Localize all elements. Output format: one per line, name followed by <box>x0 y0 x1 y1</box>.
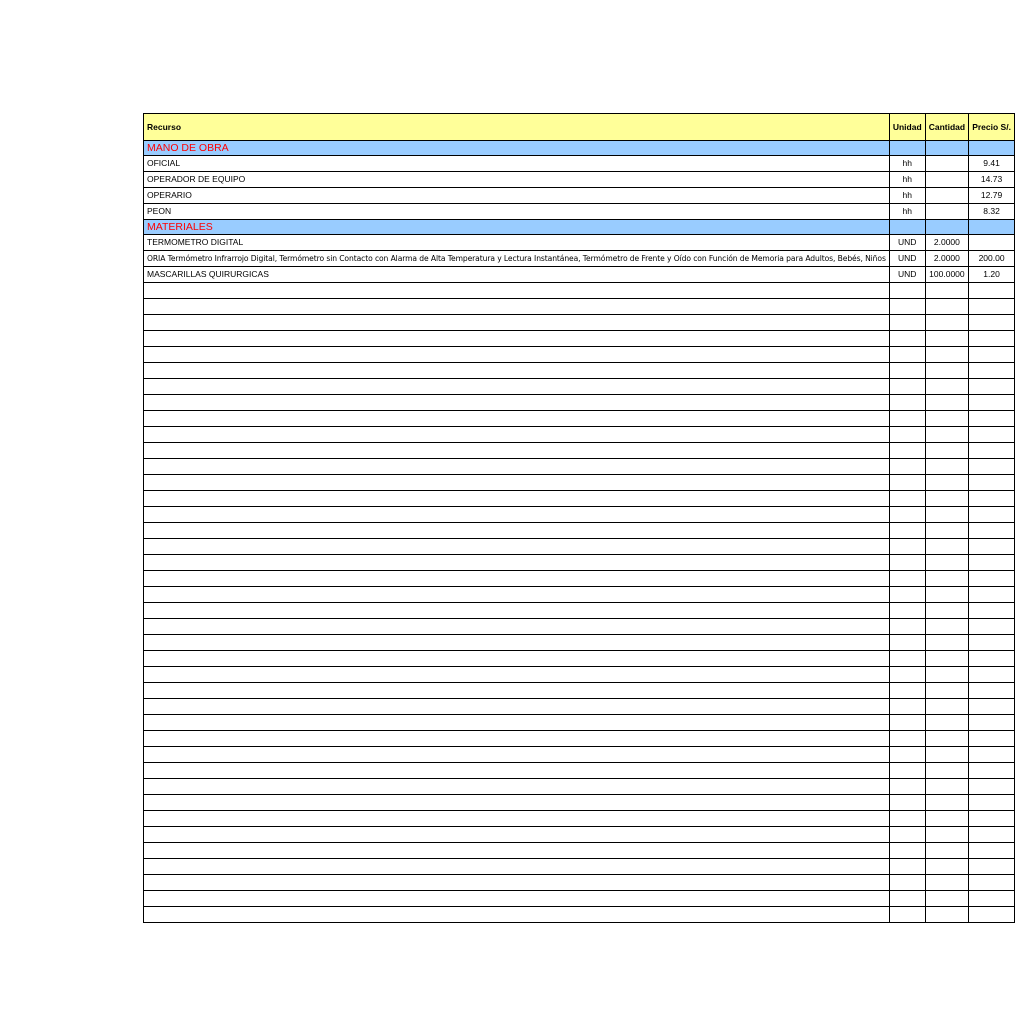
cell-precio[interactable] <box>969 523 1015 539</box>
cell-unidad[interactable] <box>889 875 925 891</box>
cell-precio[interactable] <box>969 571 1015 587</box>
empty-row <box>144 795 1015 811</box>
cell-cantidad[interactable] <box>925 299 968 315</box>
cell-precio[interactable] <box>969 795 1015 811</box>
cell-cantidad[interactable] <box>925 651 968 667</box>
cell-cantidad[interactable] <box>925 875 968 891</box>
cell-unidad[interactable] <box>889 619 925 635</box>
section-empty-cell[interactable] <box>925 220 968 235</box>
cell-cantidad[interactable] <box>925 395 968 411</box>
cell-unidad[interactable] <box>889 331 925 347</box>
cell-precio[interactable] <box>969 907 1015 923</box>
cell-precio[interactable] <box>969 875 1015 891</box>
cell-unidad[interactable] <box>889 667 925 683</box>
cell-cantidad[interactable] <box>925 331 968 347</box>
cell-precio[interactable]: 12.79 <box>969 188 1015 204</box>
cell-cantidad[interactable] <box>925 587 968 603</box>
cell-recurso[interactable] <box>144 315 890 331</box>
cell-precio[interactable] <box>969 427 1015 443</box>
cell-unidad[interactable] <box>889 699 925 715</box>
cell-recurso[interactable] <box>144 411 890 427</box>
cell-cantidad[interactable] <box>925 475 968 491</box>
cell-cantidad[interactable] <box>925 715 968 731</box>
cell-unidad[interactable] <box>889 427 925 443</box>
cell-precio[interactable] <box>969 859 1015 875</box>
empty-row <box>144 347 1015 363</box>
cell-recurso[interactable] <box>144 571 890 587</box>
cell-recurso[interactable] <box>144 907 890 923</box>
cell-recurso[interactable] <box>144 603 890 619</box>
table-row <box>144 204 1015 220</box>
empty-row <box>144 331 1015 347</box>
cell-cantidad[interactable] <box>925 571 968 587</box>
cell-recurso[interactable]: ORIA Termómetro Infrarrojo Digital, Termómetro sin Contacto con Alarma de Alta Temperatura y Lectura Instantánea, Termómetro de Frente y Oído con Función de Memoria para Adultos, Bebés, Niños <box>144 251 890 267</box>
cell-unidad[interactable] <box>889 635 925 651</box>
cell-precio[interactable] <box>969 811 1015 827</box>
empty-row <box>144 587 1015 603</box>
empty-row <box>144 459 1015 475</box>
cell-precio[interactable] <box>969 379 1015 395</box>
cell-precio[interactable]: 9.41 <box>969 156 1015 172</box>
cell-cantidad[interactable] <box>925 459 968 475</box>
cell-unidad[interactable] <box>889 347 925 363</box>
cell-precio[interactable] <box>969 635 1015 651</box>
cell-cantidad[interactable]: 100.0000 <box>925 267 968 283</box>
cell-recurso[interactable] <box>144 891 890 907</box>
cell-unidad[interactable] <box>889 731 925 747</box>
spreadsheet-sheet <box>143 113 1015 923</box>
cell-recurso[interactable] <box>144 363 890 379</box>
empty-row <box>144 427 1015 443</box>
cell-unidad[interactable] <box>889 907 925 923</box>
cell-cantidad[interactable] <box>925 156 968 172</box>
cell-precio[interactable] <box>969 715 1015 731</box>
cell-unidad[interactable] <box>889 299 925 315</box>
cell-precio[interactable] <box>969 539 1015 555</box>
cell-cantidad[interactable] <box>925 379 968 395</box>
cell-cantidad[interactable] <box>925 507 968 523</box>
cell-unidad[interactable] <box>889 507 925 523</box>
empty-row <box>144 315 1015 331</box>
cell-unidad[interactable] <box>889 827 925 843</box>
cell-cantidad[interactable] <box>925 315 968 331</box>
section-empty-cell[interactable] <box>889 220 925 235</box>
cell-recurso[interactable] <box>144 523 890 539</box>
empty-row <box>144 571 1015 587</box>
empty-row <box>144 475 1015 491</box>
table-body <box>144 141 1015 923</box>
empty-row <box>144 651 1015 667</box>
cell-recurso[interactable] <box>144 331 890 347</box>
cell-cantidad[interactable] <box>925 172 968 188</box>
empty-row <box>144 395 1015 411</box>
table-row <box>144 251 1015 267</box>
empty-row <box>144 731 1015 747</box>
cell-cantidad[interactable] <box>925 779 968 795</box>
cell-precio[interactable] <box>969 651 1015 667</box>
empty-row <box>144 747 1015 763</box>
cell-unidad[interactable]: hh <box>889 188 925 204</box>
empty-row <box>144 667 1015 683</box>
cell-cantidad[interactable] <box>925 411 968 427</box>
cell-unidad[interactable] <box>889 379 925 395</box>
cell-recurso[interactable] <box>144 635 890 651</box>
cell-recurso[interactable] <box>144 395 890 411</box>
cell-cantidad[interactable] <box>925 443 968 459</box>
table-row <box>144 235 1015 251</box>
empty-row <box>144 683 1015 699</box>
cell-precio[interactable] <box>969 587 1015 603</box>
cell-precio[interactable] <box>969 395 1015 411</box>
empty-row <box>144 619 1015 635</box>
cell-unidad[interactable] <box>889 715 925 731</box>
cell-cantidad[interactable] <box>925 555 968 571</box>
cell-unidad[interactable] <box>889 811 925 827</box>
empty-row <box>144 811 1015 827</box>
cell-unidad[interactable] <box>889 555 925 571</box>
cell-precio[interactable] <box>969 363 1015 379</box>
empty-row <box>144 907 1015 923</box>
cell-unidad[interactable]: hh <box>889 204 925 220</box>
cell-cantidad[interactable]: 2.0000 <box>925 235 968 251</box>
empty-row <box>144 779 1015 795</box>
cell-recurso[interactable]: MASCARILLAS QUIRURGICAS <box>144 267 890 283</box>
cell-unidad[interactable]: hh <box>889 156 925 172</box>
cell-unidad[interactable] <box>889 363 925 379</box>
cell-recurso[interactable] <box>144 459 890 475</box>
cell-recurso[interactable] <box>144 875 890 891</box>
empty-row <box>144 875 1015 891</box>
cell-cantidad[interactable] <box>925 283 968 299</box>
cell-unidad[interactable] <box>889 651 925 667</box>
cell-recurso[interactable] <box>144 347 890 363</box>
cell-unidad[interactable] <box>889 843 925 859</box>
cell-unidad[interactable]: UND <box>889 267 925 283</box>
cell-recurso[interactable] <box>144 427 890 443</box>
cell-unidad[interactable] <box>889 475 925 491</box>
cell-unidad[interactable] <box>889 411 925 427</box>
cell-precio[interactable] <box>969 779 1015 795</box>
cell-precio[interactable] <box>969 491 1015 507</box>
empty-row <box>144 859 1015 875</box>
cell-unidad[interactable] <box>889 571 925 587</box>
cell-recurso[interactable] <box>144 747 890 763</box>
cell-unidad[interactable] <box>889 795 925 811</box>
cell-unidad[interactable] <box>889 491 925 507</box>
cell-cantidad[interactable] <box>925 667 968 683</box>
resource-table <box>143 113 1015 923</box>
header-cantidad[interactable]: Cantidad <box>925 114 968 141</box>
cell-precio[interactable] <box>969 555 1015 571</box>
empty-row <box>144 363 1015 379</box>
cell-cantidad[interactable] <box>925 619 968 635</box>
section-empty-cell[interactable] <box>969 141 1015 156</box>
cell-unidad[interactable] <box>889 523 925 539</box>
cell-precio[interactable] <box>969 747 1015 763</box>
cell-cantidad[interactable] <box>925 811 968 827</box>
cell-cantidad[interactable] <box>925 795 968 811</box>
cell-unidad[interactable] <box>889 779 925 795</box>
cell-precio[interactable] <box>969 667 1015 683</box>
cell-unidad[interactable] <box>889 539 925 555</box>
cell-unidad[interactable] <box>889 283 925 299</box>
cell-unidad[interactable]: UND <box>889 251 925 267</box>
cell-recurso[interactable] <box>144 379 890 395</box>
cell-cantidad[interactable] <box>925 363 968 379</box>
cell-recurso[interactable] <box>144 491 890 507</box>
table-row <box>144 172 1015 188</box>
cell-recurso[interactable] <box>144 299 890 315</box>
cell-recurso[interactable]: PEON <box>144 204 890 220</box>
header-unidad[interactable]: Unidad <box>889 114 925 141</box>
cell-recurso[interactable] <box>144 475 890 491</box>
cell-recurso[interactable] <box>144 507 890 523</box>
section-title[interactable]: MANO DE OBRA <box>144 141 890 156</box>
cell-recurso[interactable] <box>144 763 890 779</box>
empty-row <box>144 507 1015 523</box>
cell-cantidad[interactable] <box>925 347 968 363</box>
empty-row <box>144 635 1015 651</box>
cell-cantidad[interactable] <box>925 843 968 859</box>
cell-recurso[interactable] <box>144 843 890 859</box>
empty-row <box>144 411 1015 427</box>
cell-cantidad[interactable] <box>925 188 968 204</box>
cell-recurso[interactable] <box>144 811 890 827</box>
table-row <box>144 188 1015 204</box>
header-row <box>144 114 1015 141</box>
cell-unidad[interactable] <box>889 315 925 331</box>
cell-cantidad[interactable] <box>925 603 968 619</box>
cell-recurso[interactable] <box>144 619 890 635</box>
cell-recurso[interactable] <box>144 587 890 603</box>
cell-recurso[interactable] <box>144 859 890 875</box>
cell-cantidad[interactable] <box>925 907 968 923</box>
cell-recurso[interactable]: OFICIAL <box>144 156 890 172</box>
empty-row <box>144 555 1015 571</box>
cell-recurso[interactable]: OPERADOR DE EQUIPO <box>144 172 890 188</box>
cell-precio[interactable]: 8.32 <box>969 204 1015 220</box>
cell-unidad[interactable] <box>889 859 925 875</box>
cell-precio[interactable] <box>969 331 1015 347</box>
cell-cantidad[interactable] <box>925 891 968 907</box>
empty-row <box>144 699 1015 715</box>
cell-precio[interactable] <box>969 891 1015 907</box>
cell-recurso[interactable] <box>144 731 890 747</box>
cell-recurso[interactable] <box>144 827 890 843</box>
empty-row <box>144 283 1015 299</box>
cell-precio[interactable]: 1.20 <box>969 267 1015 283</box>
cell-recurso[interactable] <box>144 539 890 555</box>
cell-unidad[interactable] <box>889 891 925 907</box>
cell-cantidad[interactable] <box>925 204 968 220</box>
cell-precio[interactable]: 14.73 <box>969 172 1015 188</box>
cell-precio[interactable] <box>969 443 1015 459</box>
cell-recurso[interactable] <box>144 683 890 699</box>
cell-cantidad[interactable] <box>925 747 968 763</box>
cell-cantidad[interactable] <box>925 827 968 843</box>
table-row <box>144 267 1015 283</box>
cell-precio[interactable] <box>969 315 1015 331</box>
section-row <box>144 141 1015 156</box>
section-empty-cell[interactable] <box>889 141 925 156</box>
cell-cantidad[interactable]: 2.0000 <box>925 251 968 267</box>
cell-precio[interactable] <box>969 507 1015 523</box>
cell-precio[interactable] <box>969 347 1015 363</box>
cell-precio[interactable] <box>969 731 1015 747</box>
empty-row <box>144 715 1015 731</box>
cell-cantidad[interactable] <box>925 683 968 699</box>
cell-recurso[interactable] <box>144 699 890 715</box>
cell-precio[interactable] <box>969 827 1015 843</box>
empty-row <box>144 299 1015 315</box>
section-title[interactable]: MATERIALES <box>144 220 890 235</box>
cell-precio[interactable] <box>969 683 1015 699</box>
section-empty-cell[interactable] <box>969 220 1015 235</box>
empty-row <box>144 379 1015 395</box>
cell-precio[interactable] <box>969 763 1015 779</box>
header-recurso[interactable]: Recurso <box>144 114 890 141</box>
cell-recurso[interactable] <box>144 779 890 795</box>
cell-recurso[interactable] <box>144 555 890 571</box>
table-row <box>144 156 1015 172</box>
cell-recurso[interactable] <box>144 795 890 811</box>
cell-precio[interactable] <box>969 699 1015 715</box>
cell-precio[interactable] <box>969 283 1015 299</box>
cell-precio[interactable] <box>969 619 1015 635</box>
cell-unidad[interactable] <box>889 459 925 475</box>
empty-row <box>144 827 1015 843</box>
cell-precio[interactable] <box>969 459 1015 475</box>
cell-precio[interactable] <box>969 235 1015 251</box>
cell-cantidad[interactable] <box>925 427 968 443</box>
cell-recurso[interactable] <box>144 715 890 731</box>
cell-cantidad[interactable] <box>925 539 968 555</box>
cell-cantidad[interactable] <box>925 635 968 651</box>
cell-precio[interactable] <box>969 299 1015 315</box>
empty-row <box>144 443 1015 459</box>
cell-precio[interactable] <box>969 603 1015 619</box>
cell-unidad[interactable]: UND <box>889 235 925 251</box>
cell-cantidad[interactable] <box>925 859 968 875</box>
cell-unidad[interactable] <box>889 443 925 459</box>
cell-unidad[interactable] <box>889 395 925 411</box>
cell-unidad[interactable] <box>889 587 925 603</box>
section-row <box>144 220 1015 235</box>
cell-recurso[interactable] <box>144 283 890 299</box>
empty-row <box>144 603 1015 619</box>
cell-unidad[interactable]: hh <box>889 172 925 188</box>
cell-unidad[interactable] <box>889 683 925 699</box>
empty-row <box>144 843 1015 859</box>
cell-cantidad[interactable] <box>925 491 968 507</box>
empty-row <box>144 539 1015 555</box>
cell-recurso[interactable] <box>144 443 890 459</box>
cell-unidad[interactable] <box>889 763 925 779</box>
cell-recurso[interactable]: TERMOMETRO DIGITAL <box>144 235 890 251</box>
header-precio[interactable]: Precio S/. <box>969 114 1015 141</box>
cell-cantidad[interactable] <box>925 699 968 715</box>
cell-precio[interactable] <box>969 411 1015 427</box>
cell-cantidad[interactable] <box>925 731 968 747</box>
cell-precio[interactable]: 200.00 <box>969 251 1015 267</box>
section-empty-cell[interactable] <box>925 141 968 156</box>
cell-recurso[interactable] <box>144 651 890 667</box>
cell-recurso[interactable] <box>144 667 890 683</box>
empty-row <box>144 891 1015 907</box>
cell-cantidad[interactable] <box>925 523 968 539</box>
cell-precio[interactable] <box>969 843 1015 859</box>
empty-row <box>144 523 1015 539</box>
cell-unidad[interactable] <box>889 603 925 619</box>
cell-cantidad[interactable] <box>925 763 968 779</box>
empty-row <box>144 763 1015 779</box>
cell-precio[interactable] <box>969 475 1015 491</box>
cell-unidad[interactable] <box>889 747 925 763</box>
empty-row <box>144 491 1015 507</box>
cell-recurso[interactable]: OPERARIO <box>144 188 890 204</box>
